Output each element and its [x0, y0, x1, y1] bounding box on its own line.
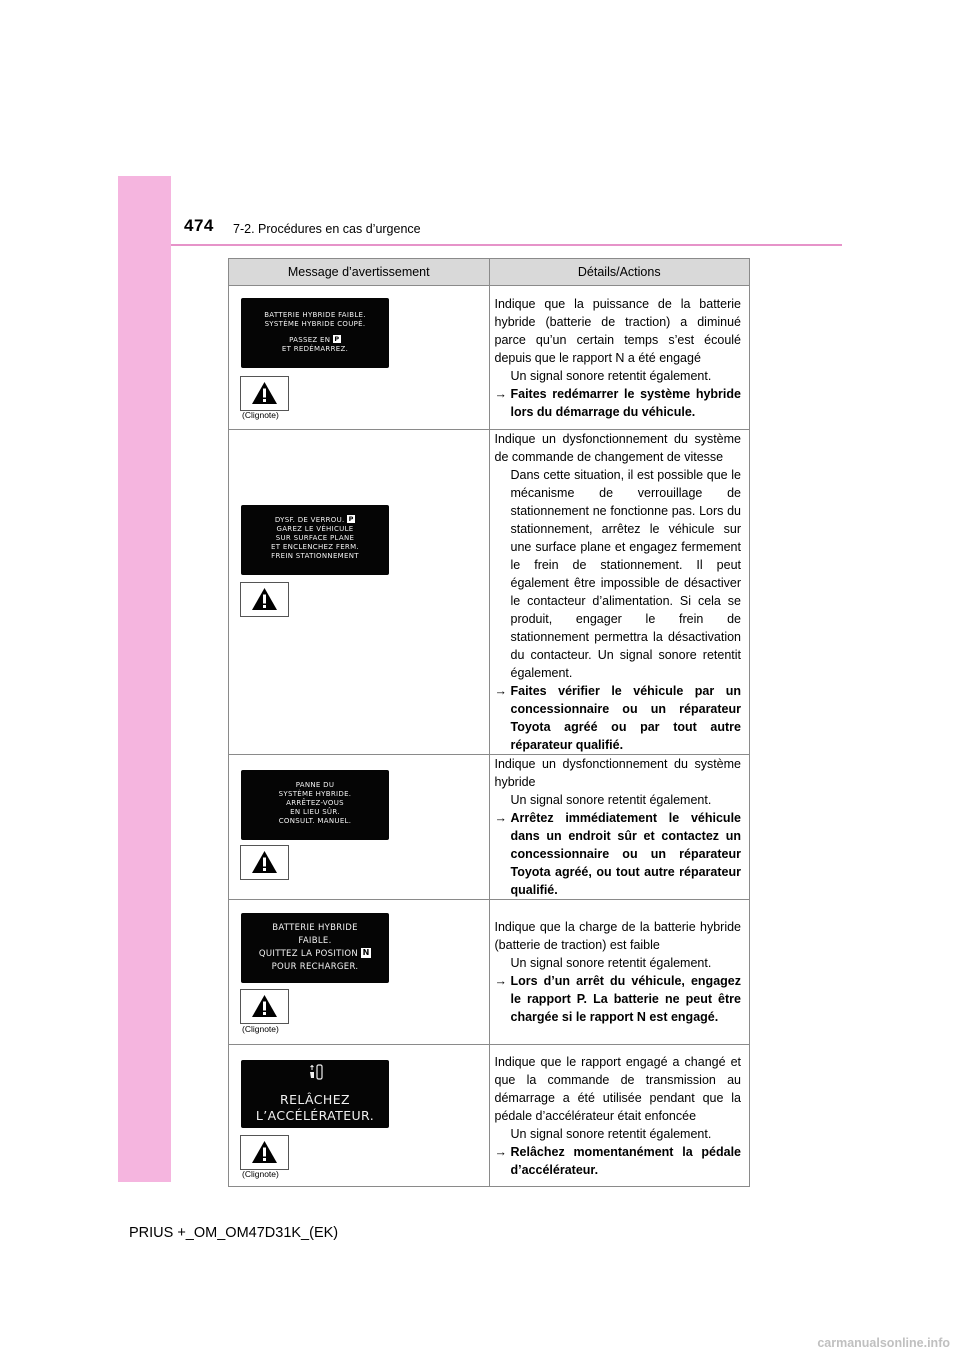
header-divider [171, 244, 842, 246]
detail-intro: Indique un dysfonctionnement du système hybride [494, 757, 741, 789]
document-code: PRIUS +_OM_OM47D31K_(EK) [129, 1225, 339, 1241]
message-image-cell [229, 430, 490, 755]
detail-text: Un signal sonore retentit également. [510, 368, 712, 383]
page-number: 474 [184, 216, 214, 235]
arrow-icon: → [494, 1144, 507, 1159]
arrow-icon: → [494, 811, 507, 825]
warning-display-screen: BATTERIE HYBRIDE FAIBLE. QUITTEZ LA POSITION N POUR RECHARGER. [241, 913, 389, 983]
blink-caption: (Clignote) [242, 1024, 279, 1034]
details-cell [489, 755, 750, 900]
detail-intro: Indique que le rapport engagé a changé et que la commande de transmission au démarrage a été utilisée pendant que la pédale d’accélérateur était enfoncée [494, 1054, 741, 1123]
action-item: → Relâchez momentanément la pédale d’accélérateur. [494, 1144, 741, 1177]
gear-indicator: N [362, 948, 370, 957]
message-image-cell [229, 1045, 490, 1187]
accelerator-pedal-icon [307, 1063, 325, 1083]
blink-caption: (Clignote) [242, 1169, 279, 1179]
details-cell [489, 900, 750, 1045]
warning-display-screen: PANNE DU SYSTÈME HYBRIDE. ARRÊTEZ-VOUS EN LIEU SÛR. CONSULT. MANUEL. [241, 770, 389, 840]
table-row [229, 900, 750, 1045]
action-item: → Faites redémarrer le système hybride lors du démarrage du véhicule. [494, 386, 741, 419]
chapter-sidebar-tab [118, 176, 171, 1182]
action-item: → Lors d’un arrêt du véhicule, engagez le rapport P. La batterie ne peut être chargée si le rapport N est engagé. [494, 974, 741, 1024]
table-row [229, 755, 750, 900]
section-title: 7-2. Procédures en cas d’urgence [233, 222, 421, 236]
warning-triangle-icon [240, 989, 289, 1024]
arrow-icon: → [494, 386, 507, 401]
message-image-cell [229, 755, 490, 900]
arrow-icon: → [494, 684, 507, 698]
warning-display-screen: BATTERIE HYBRIDE FAIBLE. SYSTÈME HYBRIDE COUPÉ. PASSEZ EN P ET REDÉMARREZ. [241, 298, 389, 368]
gear-indicator: P [334, 335, 340, 343]
details-cell [489, 286, 750, 430]
detail-text: Dans cette situation, il est possible que le mécanisme de verrouillage de stationnement ne fonctionne pas. Lors du stationnement, arrêtez le véhicule sur une surface plane et engagez fermement le frein de stationnement. Il peut également être impossible de désactiver le contacteur d’alimentation. Si cela se produit, engager le frein de stationnement permettra la désactivation du contacteur. Un signal sonore retentit également. [510, 468, 741, 680]
warning-triangle-icon [240, 582, 289, 617]
detail-text: Un signal sonore retentit également. [510, 956, 712, 970]
table-header-row [229, 259, 750, 286]
table-row [229, 430, 750, 755]
column-header-message: Message d’avertissement [229, 259, 490, 286]
detail-text: Un signal sonore retentit également. [510, 1126, 712, 1141]
table-row [229, 1045, 750, 1187]
detail-intro: Indique que la puissance de la batterie hybride (batterie de traction) a diminué parce qu’un certain temps s’est écoulé depuis que le rapport N a été engagé [494, 296, 741, 365]
arrow-icon: → [494, 974, 507, 988]
detail-intro: Indique un dysfonctionnement du système de commande de changement de vitesse [494, 432, 741, 464]
detail-intro: Indique que la charge de la batterie hybride (batterie de traction) est faible [494, 920, 741, 952]
details-cell [489, 1045, 750, 1187]
message-image-cell [229, 900, 490, 1045]
table-row [229, 286, 750, 430]
blink-caption: (Clignote) [242, 410, 279, 420]
action-item: → Arrêtez immédiatement le véhicule dans un endroit sûr et contactez un concessionnaire ou un réparateur Toyota agréé, ou tout autre réparateur qualifié. [494, 811, 741, 897]
warning-triangle-icon [240, 1135, 289, 1170]
message-image-cell [229, 286, 490, 430]
warning-triangle-icon [240, 376, 289, 411]
detail-text: Un signal sonore retentit également. [510, 793, 712, 807]
column-header-details: Détails/Actions [489, 259, 750, 286]
warning-display-screen: RELÂCHEZ L’ACCÉLÉRATEUR. [241, 1060, 389, 1128]
warning-display-screen: DYSF. DE VERROU. P GAREZ LE VÉHICULE SUR SURFACE PLANE ET ENCLENCHEZ FERM. FREIN STATIONNEMENT [241, 505, 389, 575]
warning-message-table [228, 258, 750, 1187]
action-item: → Faites vérifier le véhicule par un concessionnaire ou un réparateur Toyota agréé ou par tout autre réparateur qualifié. [494, 684, 741, 752]
warning-triangle-icon [240, 845, 289, 880]
details-cell [489, 430, 750, 755]
watermark: carmanualsonline.info [817, 1336, 950, 1350]
gear-indicator: P [348, 515, 354, 523]
